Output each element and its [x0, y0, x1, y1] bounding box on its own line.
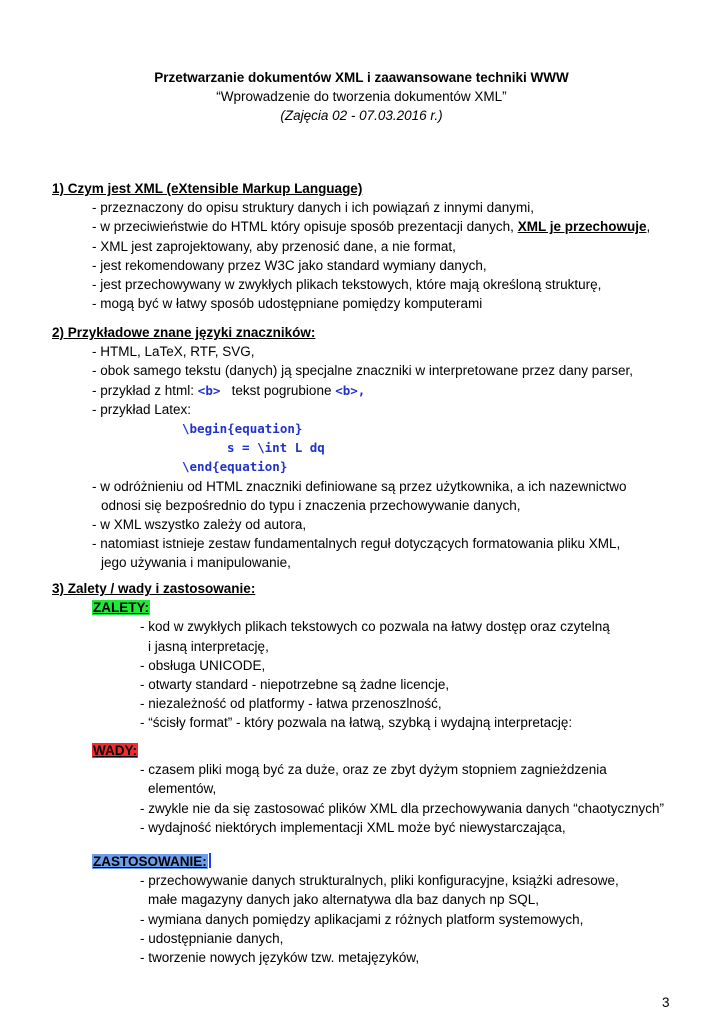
- list-item-continuation: elementów,: [148, 781, 217, 797]
- list-item: - zwykle nie da się zastosować plików XML dla przechowywania danych “chaotycznych”: [140, 800, 664, 816]
- list-item: - przechowywanie danych strukturalnych, pliki konfiguracyjne, książki adresowe,: [140, 873, 619, 889]
- list-item: - tworzenie nowych języków tzw. metajęzyków,: [140, 950, 420, 966]
- list-item: - przykład z html: <b> tekst pogrubione <b>,: [92, 382, 366, 398]
- emphasis-text: XML je przechowuje: [517, 219, 647, 235]
- list-item: - natomiast istnieje zestaw fundamentalnych reguł dotyczących formatowania pliku XML,: [92, 536, 621, 552]
- code-tag-close: <b>,: [335, 382, 366, 398]
- code-line: s = \int L dq: [227, 440, 325, 456]
- list-item-continuation: odnosi się bezpośrednio do typu i znaczenia przechowywanie danych,: [101, 497, 521, 513]
- text-cursor-icon: [209, 853, 211, 868]
- list-item: - przykład Latex:: [92, 401, 192, 417]
- list-item: - “ścisły format” - który pozwala na łatwą, szybką i wydajną interpretację:: [140, 715, 573, 731]
- list-item: - otwarty standard - niepotrzebne są żadne licencje,: [140, 677, 450, 693]
- code-tag-open: <b>: [197, 382, 221, 398]
- wady-label: WADY:: [93, 743, 137, 758]
- section-3-zastosowanie: [52, 852, 692, 967]
- section-3-title: 3) Zalety / wady i zastosowanie:: [52, 581, 256, 596]
- list-item: - jest rekomendowany przez W3C jako standard wymiany danych,: [92, 257, 487, 273]
- section-1: [52, 179, 692, 313]
- list-item: - przeznaczony do opisu struktury danych i ich powiązań z innymi danymi,: [92, 200, 534, 216]
- section-3: [52, 579, 692, 733]
- list-item: - jest przechowywany w zwykłych plikach tekstowych, które mają określoną strukturę,: [92, 277, 602, 293]
- document-date: (Zajęcia 02 - 07.03.2016 r.): [280, 108, 443, 123]
- list-item: - XML jest zaprojektowany, aby przenosić dane, a nie format,: [92, 238, 456, 254]
- list-item: - kod w zwykłych plikach tekstowych co pozwala na łatwy dostęp oraz czytelną: [140, 619, 610, 635]
- section-2-title: 2) Przykładowe znane języki znaczników:: [52, 325, 316, 340]
- list-item: - obsługa UNICODE,: [140, 657, 266, 673]
- document-title: Przetwarzanie dokumentów XML i zaawansowane techniki WWW: [154, 70, 569, 85]
- list-item: - w XML wszystko zależy od autora,: [92, 517, 307, 533]
- section-2: [52, 323, 692, 573]
- list-item: - wydajność niektórych implementacji XML może być niewystarczająca,: [140, 819, 566, 835]
- page-number: 3: [662, 995, 670, 1010]
- list-item: - czasem pliki mogą być za duże, oraz ze zbyt dyżym stopniem zagnieżdzenia: [140, 762, 607, 778]
- zalety-label: ZALETY:: [93, 600, 149, 616]
- list-item: - niezależność od platformy - łatwa przenoszlność,: [140, 696, 442, 712]
- list-item: - udostępnianie danych,: [140, 930, 284, 946]
- list-item: - wymiana danych pomiędzy aplikacjami z różnych platform systemowych,: [140, 911, 584, 927]
- list-item: - mogą być w łatwy sposób udostępniane pomiędzy komputerami: [92, 296, 483, 312]
- code-line: \end{equation}: [182, 459, 288, 475]
- list-item: - w odróżnieniu od HTML znaczniki definiowane są przez użytkownika, a ich nazewnictwo: [92, 478, 627, 494]
- list-item-continuation: małe magazyny danych jako alternatywa dla baz danych np SQL,: [148, 892, 539, 908]
- zastosowanie-label: ZASTOSOWANIE:: [93, 854, 207, 869]
- list-item: - HTML, LaTeX, RTF, SVG,: [92, 344, 255, 360]
- list-item-continuation: i jasną interpretację,: [148, 638, 269, 654]
- list-item: - obok samego tekstu (danych) ją specjalne znaczniki w interpretowane przez dany parser,: [92, 363, 634, 379]
- document-subtitle: “Wprowadzenie do tworzenia dokumentów XML”: [216, 89, 507, 104]
- code-line: \begin{equation}: [182, 421, 303, 437]
- list-item: - w przeciwieństwie do HTML który opisuje sposób prezentacji danych, XML je przechowuje,: [92, 219, 651, 235]
- section-3-wady: [52, 741, 692, 837]
- list-item-continuation: jego używania i manipulowanie,: [101, 555, 291, 571]
- document-header: [0, 68, 723, 125]
- section-1-title: 1) Czym jest XML (eXtensible Markup Language): [52, 181, 363, 196]
